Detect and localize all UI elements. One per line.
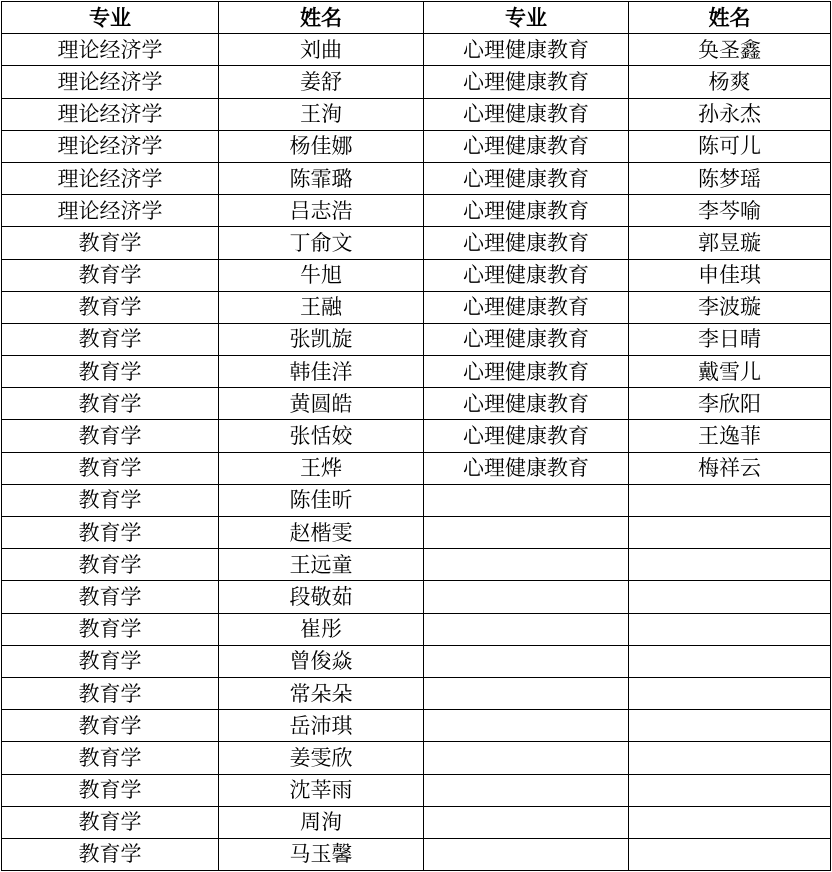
table-row [2,420,831,452]
major-cell: 理论经济学 [2,162,219,194]
table-row [2,484,831,516]
table-row [2,259,831,291]
major-cell [424,613,629,645]
major-cell: 心理健康教育 [424,323,629,355]
major-cell: 心理健康教育 [424,356,629,388]
name-cell: 陈梦瑶 [629,162,831,194]
major-cell: 理论经济学 [2,98,219,130]
name-cell: 杨爽 [629,66,831,98]
name-cell: 沈莘雨 [219,774,424,806]
table-header [2,2,831,34]
table-row [2,806,831,838]
major-cell [424,549,629,581]
name-cell: 王烨 [219,452,424,484]
major-cell: 心理健康教育 [424,66,629,98]
name-cell: 岳沛琪 [219,710,424,742]
major-cell: 教育学 [2,806,219,838]
name-cell: 李波璇 [629,291,831,323]
table-row [2,195,831,227]
major-cell: 心理健康教育 [424,227,629,259]
name-cell: 刘曲 [219,34,424,66]
major-cell: 教育学 [2,323,219,355]
header-row [2,2,831,34]
major-cell [424,645,629,677]
name-cell [629,742,831,774]
name-cell: 赵楷雯 [219,517,424,549]
name-cell: 李欣阳 [629,388,831,420]
name-cell: 马玉馨 [219,838,424,870]
table-row [2,517,831,549]
major-cell: 教育学 [2,484,219,516]
name-cell: 申佳琪 [629,259,831,291]
major-cell: 教育学 [2,517,219,549]
name-cell [629,613,831,645]
name-cell: 王洵 [219,98,424,130]
name-cell: 陈霏璐 [219,162,424,194]
major-cell: 教育学 [2,356,219,388]
name-cell: 吕志浩 [219,195,424,227]
name-cell: 常朵朵 [219,677,424,709]
table-row [2,613,831,645]
name-cell: 崔彤 [219,613,424,645]
header-major-2: 专业 [424,2,629,34]
name-cell: 王融 [219,291,424,323]
table-row [2,130,831,162]
name-cell: 姜雯欣 [219,742,424,774]
header-name-1: 姓名 [219,2,424,34]
table-row [2,323,831,355]
major-cell: 心理健康教育 [424,259,629,291]
name-cell [629,838,831,870]
name-cell: 陈可儿 [629,130,831,162]
name-cell: 奂圣鑫 [629,34,831,66]
name-cell: 曾俊焱 [219,645,424,677]
name-cell [629,484,831,516]
table-row [2,98,831,130]
table-row [2,838,831,870]
major-cell: 教育学 [2,420,219,452]
major-cell: 教育学 [2,227,219,259]
major-cell [424,742,629,774]
table-row [2,742,831,774]
major-cell: 教育学 [2,742,219,774]
major-cell: 教育学 [2,613,219,645]
major-cell: 教育学 [2,838,219,870]
major-cell: 心理健康教育 [424,452,629,484]
table-body [2,34,831,871]
major-cell: 教育学 [2,581,219,613]
name-cell [629,774,831,806]
major-cell: 理论经济学 [2,130,219,162]
name-cell [629,806,831,838]
table-row [2,710,831,742]
major-cell: 理论经济学 [2,66,219,98]
major-cell: 教育学 [2,710,219,742]
name-cell: 杨佳娜 [219,130,424,162]
table-row [2,291,831,323]
major-cell: 教育学 [2,452,219,484]
table-row [2,162,831,194]
name-cell: 韩佳洋 [219,356,424,388]
table-row [2,452,831,484]
major-cell [424,710,629,742]
table-row [2,677,831,709]
major-cell: 心理健康教育 [424,34,629,66]
name-cell: 黄圆皓 [219,388,424,420]
table-row [2,356,831,388]
major-cell: 教育学 [2,774,219,806]
major-cell: 心理健康教育 [424,162,629,194]
major-cell [424,484,629,516]
major-cell: 心理健康教育 [424,420,629,452]
major-cell: 教育学 [2,677,219,709]
table-row [2,581,831,613]
major-cell: 教育学 [2,388,219,420]
major-cell: 理论经济学 [2,34,219,66]
major-cell [424,806,629,838]
major-cell: 心理健康教育 [424,98,629,130]
name-cell: 张凯旋 [219,323,424,355]
name-cell: 李芩喻 [629,195,831,227]
major-cell [424,838,629,870]
name-cell: 段敬茹 [219,581,424,613]
name-cell: 戴雪儿 [629,356,831,388]
header-major-1: 专业 [2,2,219,34]
major-cell: 心理健康教育 [424,195,629,227]
table-row [2,66,831,98]
major-cell: 教育学 [2,291,219,323]
name-cell: 周洵 [219,806,424,838]
major-cell: 教育学 [2,549,219,581]
major-cell: 教育学 [2,645,219,677]
table-row [2,645,831,677]
name-cell [629,645,831,677]
major-cell [424,774,629,806]
name-cell [629,710,831,742]
table-row [2,388,831,420]
major-cell [424,581,629,613]
name-cell: 李日晴 [629,323,831,355]
major-cell: 心理健康教育 [424,291,629,323]
major-cell: 心理健康教育 [424,388,629,420]
table-row [2,227,831,259]
table-row [2,774,831,806]
name-cell: 郭昱璇 [629,227,831,259]
table-row [2,549,831,581]
name-cell: 陈佳昕 [219,484,424,516]
name-cell: 张恬姣 [219,420,424,452]
major-cell: 心理健康教育 [424,130,629,162]
name-cell: 姜舒 [219,66,424,98]
student-roster-table [1,1,831,871]
major-cell [424,517,629,549]
table-row [2,34,831,66]
name-cell: 梅祥云 [629,452,831,484]
name-cell [629,517,831,549]
name-cell: 王远童 [219,549,424,581]
name-cell: 孙永杰 [629,98,831,130]
major-cell: 教育学 [2,259,219,291]
name-cell [629,581,831,613]
name-cell: 牛旭 [219,259,424,291]
major-cell: 理论经济学 [2,195,219,227]
major-cell [424,677,629,709]
name-cell: 王逸菲 [629,420,831,452]
name-cell: 丁俞文 [219,227,424,259]
name-cell [629,549,831,581]
name-cell [629,677,831,709]
header-name-2: 姓名 [629,2,831,34]
